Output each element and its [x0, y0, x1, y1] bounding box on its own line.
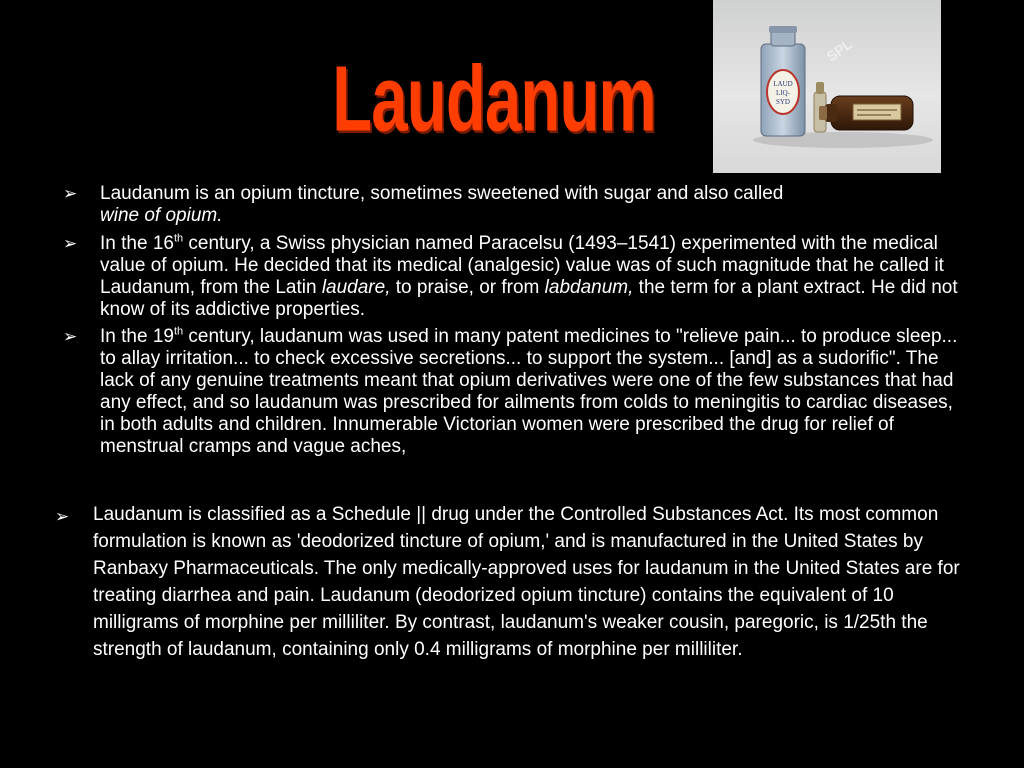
svg-text:SPL: SPL: [823, 35, 856, 65]
arrow-bullet-icon: ➢: [63, 184, 78, 203]
bullet-text: In the 19th century, laudanum was used in many patent medicines to "relieve pain... to produce sleep... to allay irritation... to check excessive secretions... to support the system... [and] as a sudorific". The lack of any genuine treatments meant that opium derivatives were one of the few substances that had any effect, and so laudanum was prescribed for ailments from colds to meningitis to cardiac diseases, in both adults and children. Innumerable Victorian women were prescribed the drug for relief of menstrual cramps and vague aches,: [100, 325, 958, 457]
svg-text:LAUD: LAUD: [773, 80, 793, 88]
laudanum-bottles-photo: [713, 0, 941, 173]
bullet-text: Laudanum is classified as a Schedule || drug under the Controlled Substances Act. Its most common formulation is known as 'deodorized tincture of opium,' and is manufactured in the United States by Ranbaxy Pharmaceuticals. The only medically-approved uses for laudanum in the United States are for treating diarrhea and pain. Laudanum (deodorized opium tincture) contains the equivalent of 10 milligrams of morphine per milliliter. By contrast, laudanum's weaker cousin, paregoric, is 1/25th the strength of laudanum, containing only 0.4 milligrams of morphine per milliliter.: [93, 504, 960, 660]
svg-text:LIQ-: LIQ-: [776, 89, 790, 97]
bullet-text: Laudanum is an opium tincture, sometimes sweetened with sugar and also called wine of opium.: [100, 183, 784, 226]
bullet-text: In the 16th century, a Swiss physician named Paracelsu (1493–1541) experimented with the medical value of opium. He decided that its medical (analgesic) value was of such magnitude that he called it Laudanum, from the Latin laudare, to praise, or from labdanum, the term for a plant extract. He did not know of its addictive properties.: [100, 232, 958, 320]
arrow-bullet-icon: ➢: [63, 234, 78, 253]
slide-title: Laudanum: [332, 47, 656, 151]
arrow-bullet-icon: ➢: [63, 327, 78, 346]
arrow-bullet-icon: ➢: [55, 507, 70, 526]
svg-text:SYD: SYD: [775, 98, 791, 106]
